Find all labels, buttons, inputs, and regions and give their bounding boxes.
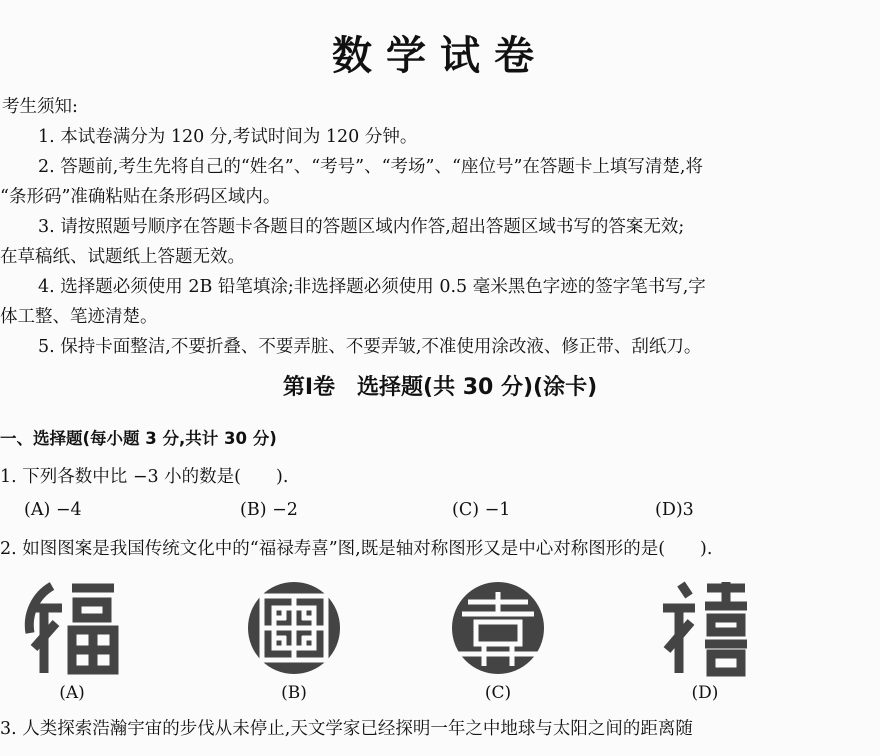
option-d-label: (D)	[691, 683, 719, 703]
notice-item-3: 3. 请按照题号顺序在答题卡各题目的答题区域内作答,超出答题区域书写的答案无效;	[38, 217, 685, 237]
question-1-option-d: (D)3	[655, 500, 694, 520]
question-2-stem: 2. 如图图案是我国传统文化中的“福禄寿喜”图,既是轴对称图形又是中心对称图形的是( ).	[0, 539, 713, 559]
notice-item-2: 2. 答题前,考生先将自己的“姓名”、“考号”、“考场”、“座位号”在答题卡上填写清楚,将	[38, 157, 703, 177]
part-heading: 一、选择题(每小题 3 分,共计 30 分)	[0, 429, 277, 448]
lu-symbol-image	[244, 578, 344, 678]
notice-item-3-cont: 在草稿纸、试题纸上答题无效。	[0, 247, 245, 267]
notice-item-4: 4. 选择题必须使用 2B 铅笔填涂;非选择题必须使用 0.5 毫米黑色字迹的签字笔书写,字	[38, 277, 706, 297]
question-1-option-a: (A) −4	[24, 500, 82, 520]
exam-title: 数学试卷	[332, 32, 548, 79]
notice-item-1: 1. 本试卷满分为 120 分,考试时间为 120 分钟。	[38, 127, 418, 147]
notice-item-5: 5. 保持卡面整洁,不要折叠、不要弄脏、不要弄皱,不准使用涂改液、修正带、刮纸刀。	[38, 337, 702, 357]
option-b-label: (B)	[281, 683, 307, 703]
shou-symbol-image	[448, 578, 548, 678]
xi-symbol-image	[655, 578, 755, 678]
option-c-label: (C)	[484, 683, 512, 703]
fu-symbol-image	[22, 578, 122, 678]
notice-item-4-cont: 体工整、笔迹清楚。	[0, 307, 158, 327]
question-1-option-c: (C) −1	[452, 500, 511, 520]
notice-item-2-cont: “条形码”准确粘贴在条形码区域内。	[0, 187, 281, 207]
option-a-label: (A)	[59, 683, 85, 703]
section-title: 第Ⅰ卷 选择题(共 30 分)(涂卡)	[282, 375, 598, 400]
question-1-stem: 1. 下列各数中比 −3 小的数是( ).	[0, 467, 289, 487]
question-1-option-b: (B) −2	[240, 500, 298, 520]
notice-heading: 考生须知:	[2, 97, 78, 117]
question-3-stem: 3. 人类探索浩瀚宇宙的步伐从未停止,天文学家已经探明一年之中地球与太阳之间的距离随	[0, 719, 693, 739]
